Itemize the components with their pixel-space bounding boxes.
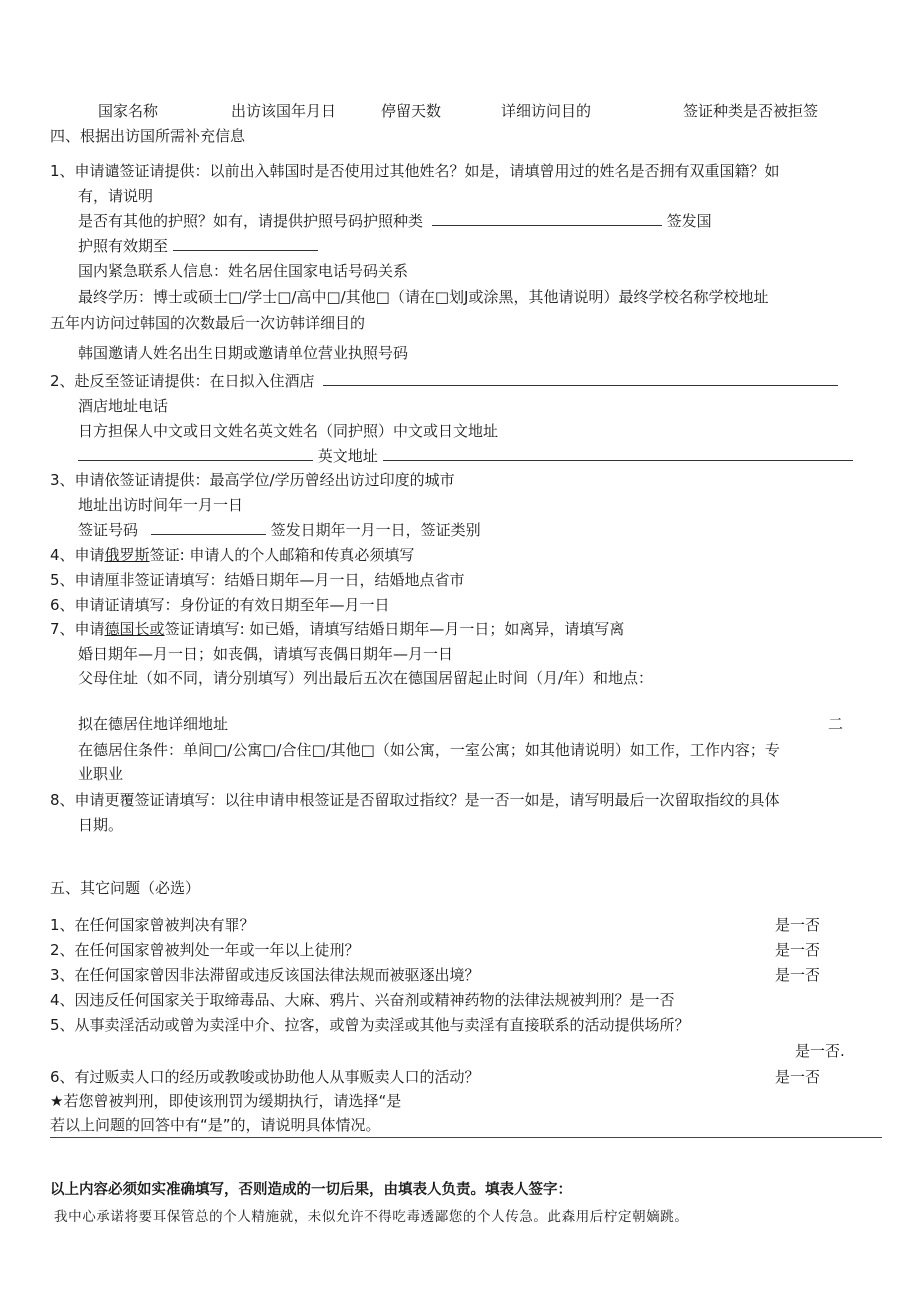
germany-line-2: 婚日期年—月一日；如丧偶，请填写丧偶日期年—月一日 xyxy=(78,645,454,663)
question-3: 3、在任何国家曾因非法滞留或违反该国法律法规而被驱逐出境？ xyxy=(50,966,480,984)
korea-passport-line xyxy=(78,211,712,231)
education-line: 最终学历：博士或硕士□/学士□/高中□/其他□（请在□划J或涂黑，其他请说明）最终学校名称学校地址 xyxy=(78,288,769,306)
hotel-address-line: 酒店地址电话 xyxy=(78,397,169,415)
germany-link[interactable]: 德国长或 xyxy=(104,620,165,638)
col-visit-purpose: 详细访问目的 xyxy=(501,102,592,120)
korea-visits-line: 五年内访问过韩国的次数最后一次访韩详细目的 xyxy=(50,314,366,332)
germany-line-5: 在德居住条件：单间□/公寓□/合住□/其他□（如公寓，一室公寓；如其他请说明）如工作，工作内容；专 xyxy=(78,741,780,759)
passport-expiry-line xyxy=(78,236,318,256)
visa-number-label: 签证号码 xyxy=(78,521,139,539)
english-address-label: 英文地址 xyxy=(317,447,378,465)
answer-5[interactable]: 是一否. xyxy=(795,1042,845,1060)
japan-address-blank-1[interactable] xyxy=(78,446,313,461)
passport-expiry-blank[interactable] xyxy=(173,236,318,251)
answer-2[interactable]: 是一否 xyxy=(775,941,821,959)
passport-expiry-label: 护照有效期至 xyxy=(78,237,169,255)
india-line-2: 地址出访时间年一月一日 xyxy=(78,496,244,514)
answer-3[interactable]: 是一否 xyxy=(775,966,821,984)
emergency-contact-line: 国内紧急联系人信息：姓名居住国家电话号码关系 xyxy=(78,262,409,280)
section-divider xyxy=(50,1137,882,1138)
visa-number-blank[interactable] xyxy=(151,520,266,535)
korea-line-1: 1、申请谴签证请提供：以前出入韩国时是否使用过其他姓名？如是，请填曾用过的姓名是否拥有双重国籍？如 xyxy=(50,162,780,180)
section4-title: 四、根据出访国所需补充信息 xyxy=(50,127,246,145)
germany-post: 签证请填写: 如已婚，请填写结婚日期年—月一日；如离异，请填写离 xyxy=(164,620,625,638)
item8-line-2: 日期。 xyxy=(78,816,124,834)
explain-note: 若以上问题的回答中有“是”的，请说明具体情况。 xyxy=(50,1116,381,1134)
col-country-name: 国家名称 xyxy=(98,102,159,120)
col-stay-days: 停留天数 xyxy=(381,102,442,120)
english-address-line xyxy=(78,446,853,466)
india-visa-line xyxy=(78,520,481,540)
question-1: 1、在任何国家曾被判决有罪？ xyxy=(50,916,255,934)
germany-line-6: 业职业 xyxy=(78,765,124,783)
question-5: 5、从事卖淫活动或曾为卖淫中介、拉客，或曾为卖淫或其他与卖淫有直接联系的活动提供场所？ xyxy=(50,1016,690,1034)
question-6: 6、有过贩卖人口的经历或教唆或协助他人从事贩卖人口的活动？ xyxy=(50,1068,480,1086)
visa-issue-label: 签发日期年一月一日，签证类别 xyxy=(270,521,481,539)
issuing-country-label: 签发国 xyxy=(666,212,712,230)
japan-hotel-label: 2、赴反至签证请提供：在日拟入住酒店 xyxy=(50,372,315,390)
col-visit-date: 出访该国年月日 xyxy=(231,102,337,120)
answer-6[interactable]: 是一否 xyxy=(775,1068,821,1086)
item8-line-1: 8、申请更覆签证请填写：以往申请申根签证是否留取过指纹？是一否一如是，请写明最后一次留取指纹的具体 xyxy=(50,791,780,809)
germany-line-3: 父母住址（如不同，请分别填写）列出最后五次在德国居留起止时间（月/年）和地点： xyxy=(78,669,654,687)
privacy-pledge: 我中心承诺将要耳保管总的个人精施就，未似允许不得吃毒透鄙您的个人传急。此森用后柠定朝嫡跳。 xyxy=(54,1209,689,1225)
item6-line: 6、申请证请填写：身份证的有效日期至年—月一日 xyxy=(50,596,390,614)
korea-passport-label: 是否有其他的护照？如有，请提供护照号码护照种类 xyxy=(78,212,424,230)
germany-line-1 xyxy=(50,619,624,639)
russia-pre: 4、申请 xyxy=(50,546,105,564)
korea-line-2: 有，请说明 xyxy=(78,187,154,205)
germany-residence-mark: 二 xyxy=(828,715,844,733)
sentence-note: ★若您曾被判刑，即使该刑罚为缓期执行，请选择“是 xyxy=(50,1092,402,1110)
passport-type-blank[interactable] xyxy=(432,211,662,226)
germany-residence-line: 拟在德居住地详细地址 xyxy=(78,715,229,733)
answer-1[interactable]: 是一否 xyxy=(775,916,821,934)
col-visa-type-refused: 签证种类是否被拒签 xyxy=(683,102,819,120)
korea-inviter-line: 韩国邀请人姓名出生日期或邀请单位营业执照号码 xyxy=(78,344,409,362)
russia-post: 签证: 申请人的个人邮箱和传真必须填写 xyxy=(149,546,415,564)
japan-hotel-line xyxy=(50,371,838,391)
section5-title: 五、其它问题（必选） xyxy=(50,879,201,897)
germany-pre: 7、申请 xyxy=(50,620,105,638)
philippines-line: 5、申请厘非签证请填写：结婚日期年—月一日，结婚地点省市 xyxy=(50,571,465,589)
declaration: 以上内容必须如实准确填写，否则造成的一切后果，由填表人负责。填表人签字： xyxy=(50,1182,572,1198)
russia-link[interactable]: 俄罗斯 xyxy=(104,546,150,564)
english-address-blank[interactable] xyxy=(383,446,853,461)
japan-guarantor-line: 日方担保人中文或日文姓名英文姓名（同护照）中文或日文地址 xyxy=(78,422,499,440)
question-4: 4、因违反任何国家关于取缔毒品、大麻、鸦片、兴奋剂或精神药物的法律法规被判刑？是一否 xyxy=(50,991,675,1009)
india-line-1: 3、申请依签证请提供：最高学位/学历曾经出访过印度的城市 xyxy=(50,471,455,489)
question-2: 2、在任何国家曾被判处一年或一年以上徒刑？ xyxy=(50,941,360,959)
russia-line xyxy=(50,545,414,565)
japan-hotel-blank[interactable] xyxy=(323,371,838,386)
